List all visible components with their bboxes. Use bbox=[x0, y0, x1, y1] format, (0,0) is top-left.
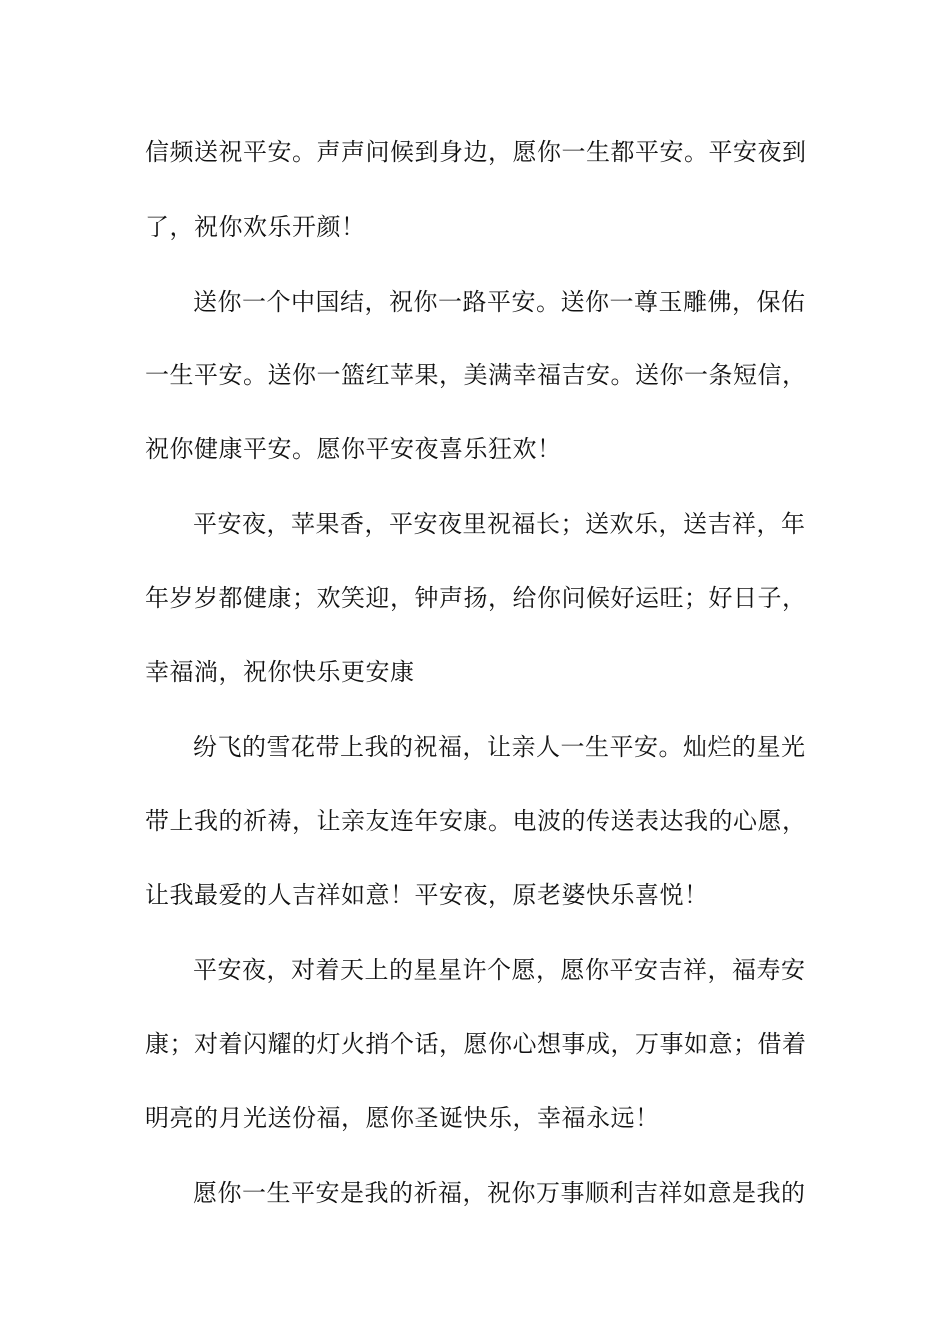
paragraph-2-line-1: 送你一个中国结，祝你一路平安。送你一尊玉雕佛，保佑 bbox=[193, 288, 806, 316]
paragraph-3-line-2: 年岁岁都健康；欢笑迎，钟声扬，给你问候好运旺；好日子， bbox=[145, 584, 807, 612]
paragraph-4-line-1: 纷飞的雪花带上我的祝福，让亲人一生平安。灿烂的星光 bbox=[193, 733, 806, 761]
paragraph-2-line-2: 一生平安。送你一篮红苹果，美满幸福吉安。送你一条短信， bbox=[145, 361, 807, 389]
text-line-2: 了，祝你欢乐开颜！ bbox=[145, 213, 366, 241]
paragraph-5-line-3: 明亮的月光送份福，愿你圣诞快乐，幸福永远！ bbox=[145, 1104, 660, 1132]
paragraph-4-line-2: 带上我的祈祷，让亲友连年安康。电波的传送表达我的心愿， bbox=[145, 807, 807, 835]
text-line-1: 信频送祝平安。声声问候到身边，愿你一生都平安。平安夜到 bbox=[145, 138, 807, 166]
paragraph-3-line-3: 幸福淌，祝你快乐更安康 bbox=[145, 658, 415, 686]
paragraph-5-line-1: 平安夜，对着天上的星星许个愿，愿你平安吉祥，福寿安 bbox=[193, 956, 806, 984]
paragraph-4-line-3: 让我最爱的人吉祥如意！平安夜，原老婆快乐喜悦！ bbox=[145, 881, 709, 909]
paragraph-6-line-1: 愿你一生平安是我的祈福，祝你万事顺利吉祥如意是我的 bbox=[193, 1179, 806, 1207]
paragraph-2-line-3: 祝你健康平安。愿你平安夜喜乐狂欢！ bbox=[145, 435, 562, 463]
paragraph-5-line-2: 康；对着闪耀的灯火捎个话，愿你心想事成，万事如意；借着 bbox=[145, 1030, 807, 1058]
paragraph-3-line-1: 平安夜，苹果香，平安夜里祝福长；送欢乐，送吉祥，年 bbox=[193, 510, 806, 538]
